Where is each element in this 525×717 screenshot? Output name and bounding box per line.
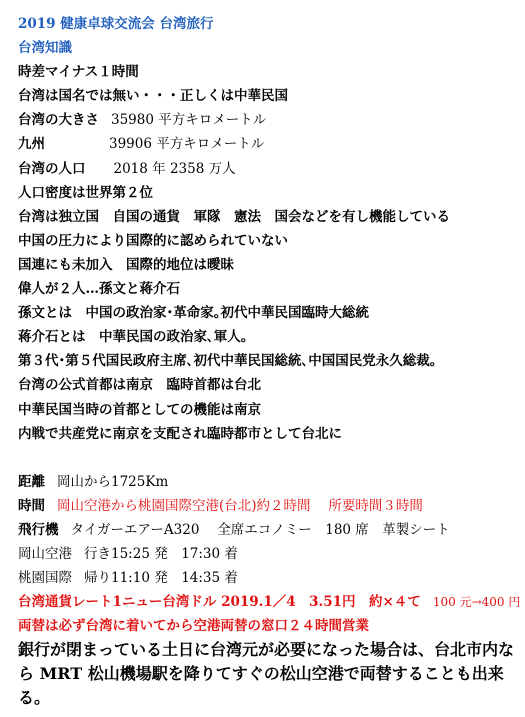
fact-kyushu	[18, 132, 518, 156]
travel-rate	[18, 590, 521, 614]
travel-exchange: 両替は必ず台湾に着いてから空港両替の窓口２４時間営業	[18, 618, 369, 635]
fact-capital: 台湾の公式首都は南京 臨時首都は台北	[18, 377, 261, 394]
fact-time-diff: 時差マイナス１時間	[18, 64, 139, 81]
fact-great-men: 偉人が２人…孫文と蒋介石	[18, 281, 180, 298]
fact-roc-capital: 中華民国当時の首都としての機能は南京	[18, 401, 261, 418]
travel-okayama	[18, 542, 518, 566]
document	[18, 12, 521, 710]
taoyuan-label: 桃園国際	[18, 570, 72, 587]
fact-size-value: 35980 平方キロメートル	[111, 112, 267, 129]
fact-chiang-2: 第３代･第５代国民政府主席､初代中華民国総統､中国国民党永久総裁｡	[18, 353, 437, 370]
distance-label: 距離	[18, 473, 45, 490]
fact-independent: 台湾は独立国 自国の通貨 軍隊 憲法 国会などを有し機能している	[18, 208, 450, 225]
fact-sun-yatsen: 孫文とは 中国の政治家･革命家｡初代中華民国臨時大総統	[18, 305, 369, 322]
fact-pressure: 中国の圧力により国際的に認められていない	[18, 232, 288, 249]
spacer	[18, 446, 518, 470]
travel-time	[18, 494, 518, 518]
section-heading: 台湾知識	[18, 40, 72, 57]
rate-label: 台湾通貨レート1ニュー台湾ドル 2019.1／4 3.51円 約×４て	[18, 594, 421, 611]
time-label: 時間	[18, 497, 45, 514]
fact-not-country: 台湾は国名では無い・・・正しくは中華民国	[18, 88, 288, 105]
taoyuan-value: 帰り11:10 発 14:35 着	[84, 570, 238, 587]
plane-value: タイガーエアーA320 全席エコノミー 180 席 革製シート	[70, 521, 450, 538]
okayama-label: 岡山空港	[18, 546, 72, 563]
fact-density: 人口密度は世界第２位	[18, 184, 153, 201]
fact-population	[18, 157, 518, 181]
fact-un: 国連にも未加入 国際的地位は曖昧	[18, 256, 234, 273]
fact-pop-label: 台湾の人口	[18, 160, 86, 177]
fact-size	[18, 108, 518, 132]
fact-kyushu-value: 39906 平方キロメートル	[109, 136, 265, 153]
travel-distance	[18, 470, 518, 494]
fact-pop-value: 2018 年 2358 万人	[113, 160, 236, 177]
time-value: 岡山空港から桃園国際空港(台北)約２時間 所要時間３時間	[57, 497, 423, 514]
fact-kyushu-label: 九州	[18, 136, 45, 153]
rate-example: 100 元→400 円	[432, 595, 521, 610]
travel-plane	[18, 518, 518, 542]
distance-value: 岡山から1725Km	[57, 473, 169, 490]
plane-label: 飛行機	[18, 521, 59, 538]
fact-size-label: 台湾の大きさ	[18, 112, 99, 129]
doc-title: 2019 健康卓球交流会 台湾旅行	[18, 16, 214, 32]
okayama-value: 行き15:25 発 17:30 着	[84, 546, 238, 563]
fact-civil-war: 内戦で共産党に南京を支配され臨時都市として台北に	[18, 425, 342, 442]
travel-note: 銀行が閉まっている土日に台湾元が必要になった場合は、台北市内なら MRT 松山機場駅を降りてすぐの松山空港で両替することも出来る。	[18, 640, 515, 708]
fact-chiang-1: 蒋介石とは 中華民国の政治家､軍人｡	[18, 329, 248, 346]
travel-taoyuan	[18, 566, 518, 590]
